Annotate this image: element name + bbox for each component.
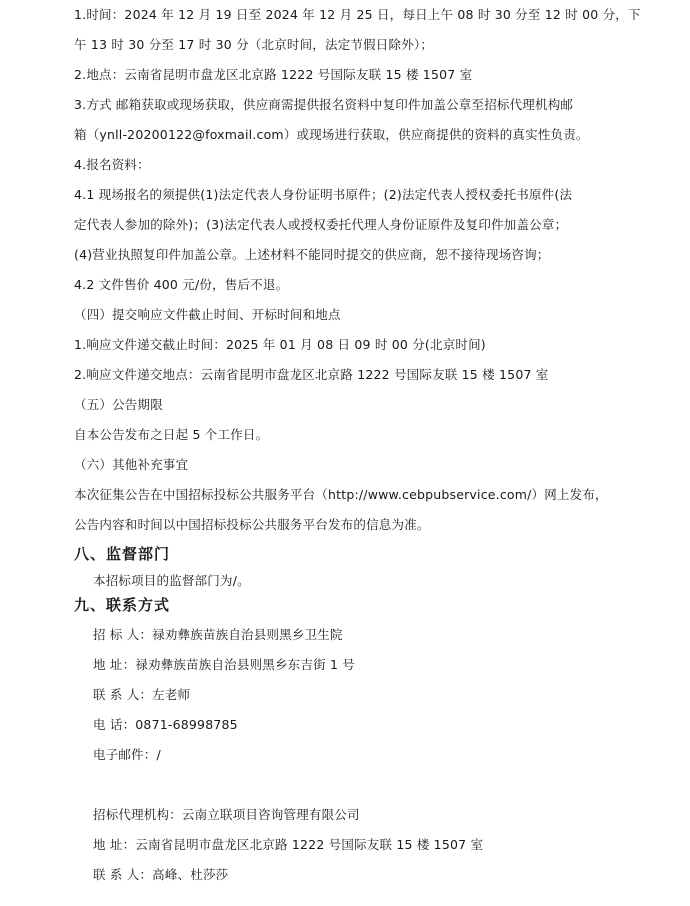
contact-value: 高峰、杜莎莎 [152,867,229,882]
contact-row-phone [93,717,238,733]
materials-line-2: 定代表人参加的除外)；(3)法定代表人或授权委托代理人身份证原件及复印件加盖公章； [74,217,568,232]
contact-value: 禄劝彝族苗族自治县则黑乡东吉街 1 号 [135,657,355,672]
subsection-6-heading: （六）其他补充事宜 [74,457,189,472]
agency-row-address [93,837,483,853]
contact-value: 云南立联项目咨询管理有限公司 [181,807,360,822]
contact-value: 左老师 [152,687,191,702]
price-line: 4.2 文件售价 400 元/份，售后不退。 [74,277,289,292]
contact-label: 联 系 人： [93,687,153,702]
contact-label: 电子邮件： [93,747,157,762]
contact-value: 云南省昆明市盘龙区北京路 1222 号国际友联 15 楼 1507 室 [135,837,484,852]
supervision-text: 本招标项目的监督部门为/。 [93,573,250,588]
publication-line-1: 本次征集公告在中国招标投标公共服务平台（http://www.cebpubservice.com/）网上发布， [74,487,608,502]
publication-line-2: 公告内容和时间以中国招标投标公共服务平台发布的信息为准。 [74,517,430,532]
contact-label: 联 系 人： [93,867,153,882]
materials-line-1: 4.1 现场报名的须提供(1)法定代表人身份证明书原件；(2)法定代表人授权委托书原件(法 [74,187,573,202]
subsection-5-heading: （五）公告期限 [74,397,163,412]
contact-label: 地 址： [93,657,136,672]
section-9-heading: 九、联系方式 [74,596,171,614]
section-8-heading: 八、监督部门 [74,545,171,563]
method-line-1: 3.方式 邮箱获取或现场获取，供应商需提供报名资料中复印件加盖公章至招标代理机构邮 [74,97,574,112]
contact-label: 招标代理机构： [93,807,182,822]
contact-row-tenderer [93,627,343,643]
time-line-2: 午 13 时 30 分至 17 时 30 分（北京时间，法定节假日除外）； [74,37,434,52]
contact-label: 地 址： [93,837,136,852]
method-line-2: 箱（ynll-20200122@foxmail.com）或现场进行获取，供应商提供的资料的真实性负责。 [74,127,589,142]
contact-row-email [93,747,161,763]
contact-label: 电 话： [93,717,136,732]
contact-label: 招 标 人： [93,627,153,642]
contact-row-person [93,687,190,703]
materials-line-3: (4)营业执照复印件加盖公章。上述材料不能同时提交的供应商，恕不接待现场咨询； [74,247,550,262]
location-line: 2.地点：云南省昆明市盘龙区北京路 1222 号国际友联 15 楼 1507 室 [74,67,473,82]
agency-row-name [93,807,360,823]
time-line-1: 1.时间：2024 年 12 月 19 日至 2024 年 12 月 25 日，每日上午 08 时 30 分至 12 时 00 分，下 [74,7,641,22]
subsection-4-heading: （四）提交响应文件截止时间、开标时间和地点 [74,307,341,322]
materials-heading: 4.报名资料： [74,157,150,172]
notice-period-text: 自本公告发布之日起 5 个工作日。 [74,427,269,442]
agency-row-person [93,867,228,883]
contact-value: / [156,747,161,762]
contact-value: 0871-68998785 [135,717,238,732]
submission-location: 2.响应文件递交地点：云南省昆明市盘龙区北京路 1222 号国际友联 15 楼 1507 室 [74,367,549,382]
contact-row-address [93,657,355,673]
contact-value: 禄劝彝族苗族自治县则黑乡卫生院 [152,627,343,642]
deadline-line: 1.响应文件递交截止时间：2025 年 01 月 08 日 09 时 00 分(北京时间) [74,337,486,352]
